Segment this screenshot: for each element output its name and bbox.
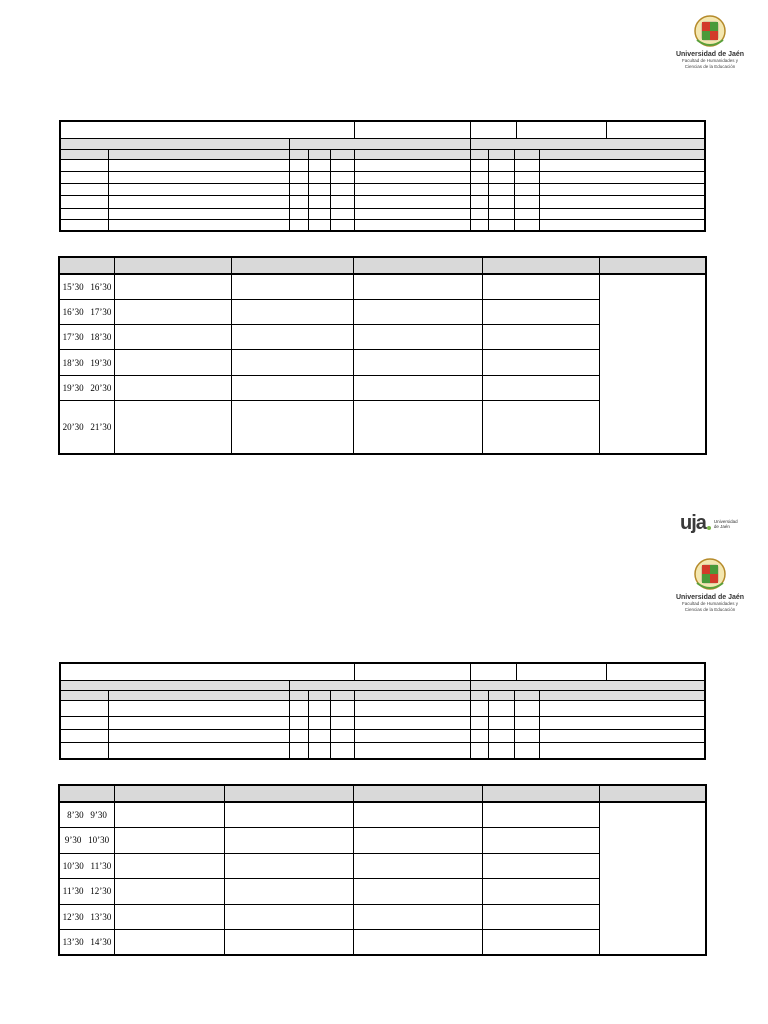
crest-icon	[693, 14, 727, 50]
time-slot: 18’30 19’30	[59, 350, 114, 375]
wordmark-line-2: de Jaén	[713, 523, 730, 529]
crest-icon	[693, 557, 727, 593]
uja-mark: uja	[680, 512, 706, 534]
faculty-line-1-2: Facultad de Humanidades y	[681, 601, 739, 606]
time-slot: 8’30 9’30	[59, 802, 114, 827]
faculty-line-2: Ciencias de la Educación	[684, 64, 736, 69]
uja-wordmark-logo	[680, 512, 738, 535]
course-info-grid-2	[59, 662, 706, 760]
course-info-grid-1	[59, 120, 706, 232]
time-slot: 10’30 11’30	[59, 853, 114, 878]
time-slot: 12’30 13’30	[59, 904, 114, 929]
wordmark-line-1: Universidad	[713, 518, 738, 524]
time-slot: 16’30 17’30	[59, 299, 114, 324]
university-crest-logo-2	[665, 557, 755, 613]
time-slot: 17’30 18’30	[59, 325, 114, 350]
time-slot: 9’30 10’30	[59, 828, 114, 853]
time-slot: 19’30 20’30	[59, 375, 114, 400]
faculty-line-2-2: Ciencias de la Educación	[684, 607, 736, 612]
time-slot: 13’30 14’30	[59, 929, 114, 955]
time-slot: 15’30 16’30	[59, 274, 114, 299]
time-slot: 11’30 12’30	[59, 879, 114, 904]
university-name: Universidad de Jaén	[675, 51, 745, 58]
university-crest-logo	[665, 14, 755, 70]
university-name-2: Universidad de Jaén	[675, 594, 745, 601]
green-dot-icon	[707, 526, 711, 530]
schedule-table-afternoon	[58, 256, 707, 455]
time-slot: 20’30 21’30	[59, 400, 114, 454]
faculty-line-1: Facultad de Humanidades y	[681, 58, 739, 63]
schedule-table-morning	[58, 784, 707, 956]
